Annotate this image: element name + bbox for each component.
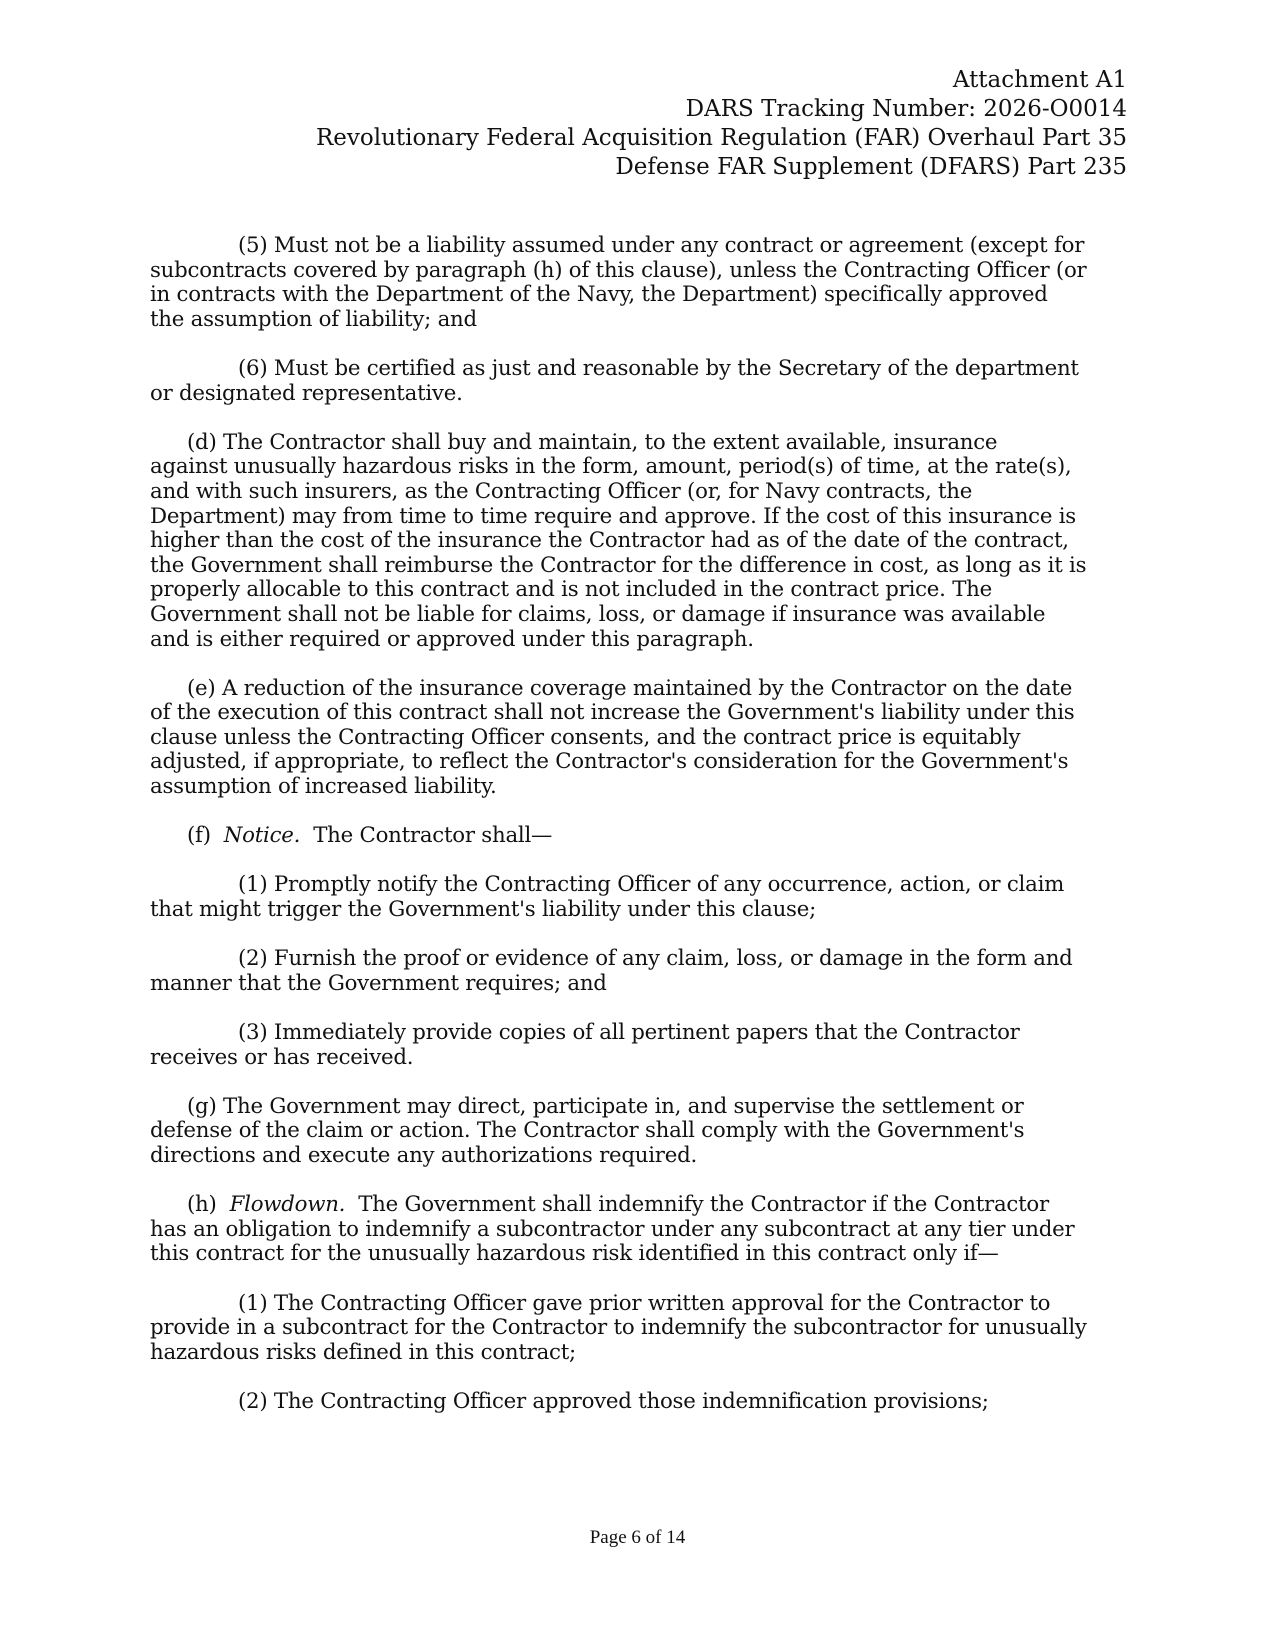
text-line [150,1193,1128,1218]
text-line: (e) A reduction of the insurance coverage maintained by the Contractor on the date [187,675,1073,701]
text-line: (1) The Contracting Officer gave prior written approval for the Contractor to [238,1290,1051,1316]
text-line: this contract for the unusually hazardous risk identified in this contract only if— [150,1241,999,1267]
paragraph-h1 [150,1292,1128,1366]
paragraph-e [150,677,1128,800]
text-line: assumption of increased liability. [150,774,497,800]
text-line: and with such insurers, as the Contracting Officer (or, for Navy contracts, the [150,478,973,504]
text-line: in contracts with the Department of the Navy, the Department) specifically approved [150,282,1048,308]
text-line: manner that the Government requires; and [150,970,607,996]
text-line: hazardous risks defined in this contract; [150,1339,576,1365]
paragraph-text: The Government shall indemnify the Contractor if the Contractor [345,1192,1049,1218]
text-line: (2) The Contracting Officer approved those indemnification provisions; [238,1388,989,1414]
page-number: Page 6 of 14 [589,1527,686,1548]
paragraph-c5 [150,234,1128,332]
text-line: (3) Immediately provide copies of all pertinent papers that the Contractor [238,1020,1020,1045]
paragraph-f1 [150,873,1128,922]
text-line: (d) The Contractor shall buy and maintain, to the extent available, insurance [187,429,998,455]
document-body [150,234,1128,1439]
tracking-number: DARS Tracking Number: 2026-O0014 [685,96,1127,122]
attachment-label: Attachment A1 [952,67,1127,93]
text-line: higher than the cost of the insurance the Contractor had as of the date of the contract, [150,528,1069,554]
text-line [150,824,1128,849]
text-line: Government shall not be liable for claims, loss, or damage if insurance was available [150,601,1046,627]
flowdown-heading: Flowdown. [229,1192,346,1218]
text-line: adjusted, if appropriate, to reflect the Contractor's consideration for the Government's [150,749,1069,775]
dfars-part-title: Defense FAR Supplement (DFARS) Part 235 [615,154,1127,180]
text-line: or designated representative. [150,380,463,406]
text-line: that might trigger the Government's liability under this clause; [150,897,816,923]
paragraph-f2 [150,947,1128,996]
text-line: and is either required or approved under this paragraph. [150,626,754,652]
document-header [316,66,1127,182]
text-line: subcontracts covered by paragraph (h) of this clause), unless the Contracting Officer (or [150,257,1087,283]
text-line: Department) may from time to time require and approve. If the cost of this insurance is [150,503,1076,529]
paragraph-h [150,1193,1128,1267]
paragraph-label: (h) [187,1192,230,1218]
text-line: the assumption of liability; and [150,306,477,332]
paragraph-g [150,1095,1128,1169]
paragraph-c6 [150,357,1128,406]
paragraph-f [150,824,1128,849]
text-line: the Government shall reimburse the Contractor for the difference in cost, as long as it is [150,552,1087,578]
text-line: receives or has received. [150,1044,414,1070]
text-line: properly allocable to this contract and is not included in the contract price. The [150,577,992,603]
notice-heading: Notice. [223,823,301,849]
text-line: (6) Must be certified as just and reasonable by the Secretary of the department [238,355,1079,381]
paragraph-h2 [150,1390,1128,1415]
text-line: clause unless the Contracting Officer consents, and the contract price is equitably [150,724,1021,750]
paragraph-label: (f) [187,823,224,849]
far-part-title: Revolutionary Federal Acquisition Regulation (FAR) Overhaul Part 35 [315,125,1127,151]
paragraph-text: The Contractor shall— [300,823,553,849]
text-line: (2) Furnish the proof or evidence of any claim, loss, or damage in the form and [238,946,1073,972]
text-line: directions and execute any authorizations required. [150,1142,697,1168]
text-line: (g) The Government may direct, participate in, and supervise the settlement or [187,1093,1024,1119]
text-line: against unusually hazardous risks in the form, amount, period(s) of time, at the rate(s), [150,454,1072,480]
text-line: (1) Promptly notify the Contracting Officer of any occurrence, action, or claim [238,872,1065,898]
text-line: of the execution of this contract shall not increase the Government's liability under this [150,700,1075,726]
paragraph-f3 [150,1021,1128,1070]
text-line: defense of the claim or action. The Contractor shall comply with the Government's [150,1118,1025,1144]
text-line: has an obligation to indemnify a subcontractor under any subcontract at any tier under [150,1216,1075,1242]
text-line: provide in a subcontract for the Contractor to indemnify the subcontractor for unusually [150,1315,1087,1341]
paragraph-d [150,431,1128,652]
text-line: (5) Must not be a liability assumed under any contract or agreement (except for [238,233,1085,258]
